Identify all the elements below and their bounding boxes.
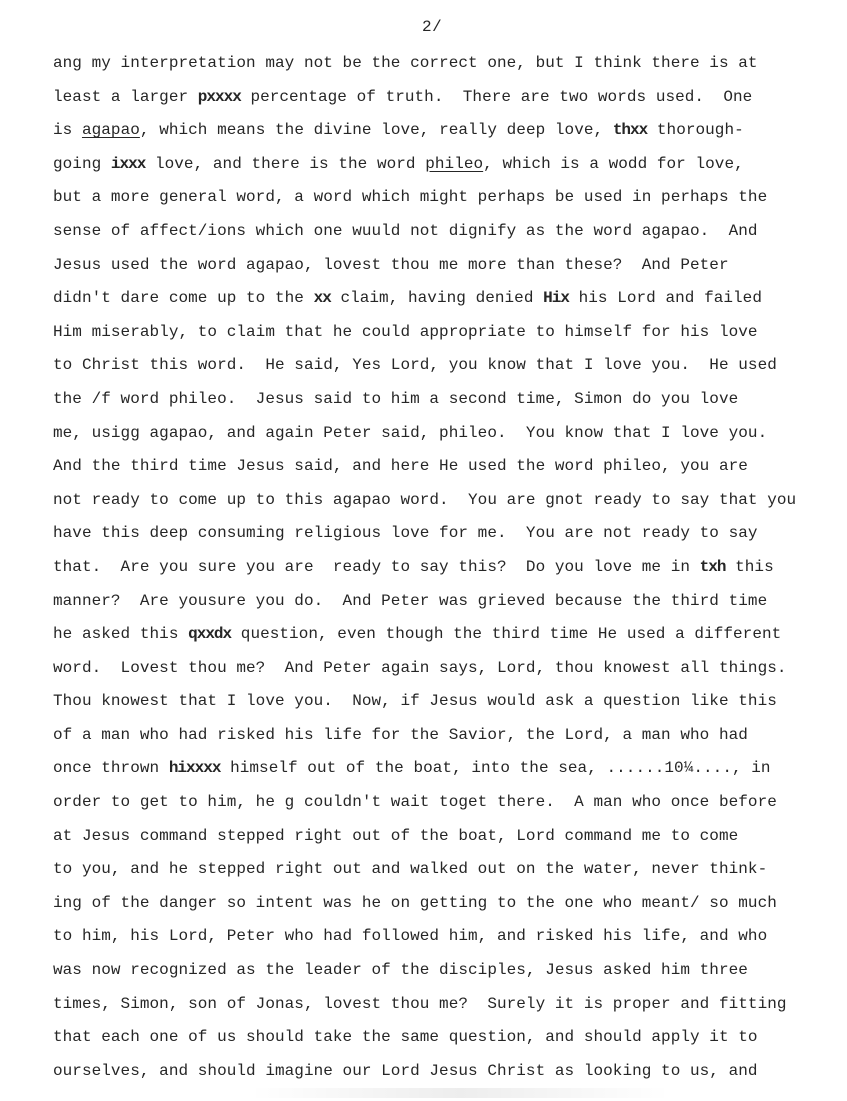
- text-segment: not ready to come up to this agapao word. You are gnot ready to say that you: [53, 490, 797, 509]
- text-line: [53, 152, 833, 186]
- text-segment: didn't dare come up to the: [53, 289, 314, 308]
- text-line: [53, 51, 833, 85]
- text-line: [53, 1025, 833, 1059]
- underlined-word: phileo: [425, 154, 484, 173]
- text-segment: to you, and he stepped right out and walked out on the water, never think-: [53, 860, 768, 879]
- struck-out-text: Hix: [543, 289, 569, 308]
- struck-out-text: pxxxx: [197, 87, 241, 106]
- text-line: [53, 555, 833, 589]
- text-segment: , which means the divine love, really deep love,: [139, 121, 613, 140]
- text-segment: , which is a wodd for love,: [483, 154, 744, 173]
- text-segment: this: [725, 557, 774, 576]
- text-line: [53, 253, 833, 287]
- text-line: [53, 992, 833, 1026]
- text-segment: Him miserably, to claim that he could appropriate to himself for his love: [53, 322, 758, 341]
- text-segment: manner? Are yousure you do. And Peter was grieved because the third time: [53, 591, 768, 610]
- struck-out-text: hixxxx: [168, 759, 221, 778]
- text-segment: once thrown: [53, 759, 169, 778]
- text-line: [53, 857, 833, 891]
- text-segment: order to get to him, he g couldn't wait toget there. A man who once before: [53, 793, 777, 812]
- text-line: [53, 219, 833, 253]
- text-segment: was now recognized as the leader of the disciples, Jesus asked him three: [53, 961, 748, 980]
- text-segment: at Jesus command stepped right out of the boat, Lord command me to come: [53, 826, 739, 845]
- struck-out-text: ixxx: [110, 154, 146, 173]
- text-segment: ang my interpretation may not be the correct one, but I think there is at: [53, 54, 758, 72]
- text-segment: his Lord and failed: [568, 289, 762, 308]
- page-number: 2/: [422, 18, 443, 36]
- text-segment: Thou knowest that I love you. Now, if Jesus would ask a question like this: [53, 692, 777, 711]
- text-segment: of a man who had risked his life for the Savior, the Lord, a man who had: [53, 725, 748, 744]
- text-segment: me, usigg agapao, and again Peter said, phileo. You know that I love you.: [53, 423, 768, 442]
- text-line: [53, 656, 833, 690]
- text-segment: that each one of us should take the same question, and should apply it to: [53, 1028, 758, 1047]
- text-line: [53, 723, 833, 757]
- struck-out-text: qxxdx: [188, 625, 232, 644]
- body-text: [53, 51, 833, 1092]
- text-line: [53, 320, 833, 354]
- struck-out-text: txh: [699, 557, 726, 576]
- text-segment: he asked this: [53, 625, 189, 644]
- text-line: [53, 118, 833, 152]
- text-line: [53, 421, 833, 455]
- struck-out-text: xx: [313, 289, 331, 308]
- text-line: [53, 689, 833, 723]
- text-segment: ing of the danger so intent was he on getting to the one who meant/ so much: [53, 893, 777, 912]
- text-line: [53, 387, 833, 421]
- text-line: [53, 488, 833, 522]
- text-segment: Jesus used the word agapao, lovest thou me more than these? And Peter: [53, 255, 729, 274]
- text-segment: have this deep consuming religious love for me. You are not ready to say: [53, 524, 758, 543]
- text-segment: to Christ this word. He said, Yes Lord, you know that I love you. He used: [53, 356, 777, 375]
- text-segment: ourselves, and should imagine our Lord Jesus Christ as looking to us, and: [53, 1061, 758, 1080]
- text-line: [53, 185, 833, 219]
- text-line: [53, 589, 833, 623]
- text-segment: that. Are you sure you are ready to say this? Do you love me in: [53, 557, 700, 576]
- text-line: [53, 286, 833, 320]
- text-segment: but a more general word, a word which might perhaps be used in perhaps the: [53, 188, 768, 207]
- text-segment: word. Lovest thou me? And Peter again says, Lord, thou knowest all things.: [53, 658, 787, 677]
- text-line: [53, 353, 833, 387]
- struck-out-text: thxx: [612, 121, 648, 140]
- text-segment: himself out of the boat, into the sea, ......10¼...., in: [220, 759, 771, 778]
- text-line: [53, 85, 833, 119]
- text-segment: going: [53, 154, 111, 173]
- text-line: [53, 521, 833, 555]
- text-line: [53, 790, 833, 824]
- text-line: [53, 891, 833, 925]
- text-segment: thorough-: [647, 121, 744, 140]
- underlined-word: agapao: [81, 121, 140, 140]
- text-segment: question, even though the third time He used a different: [231, 625, 782, 644]
- text-line: [53, 824, 833, 858]
- text-segment: claim, having denied: [330, 289, 544, 308]
- scan-smudge: [250, 1088, 670, 1098]
- text-segment: the /f word phileo. Jesus said to him a second time, Simon do you love: [53, 389, 739, 408]
- text-segment: love, and there is the word: [145, 154, 426, 173]
- text-line: [53, 958, 833, 992]
- text-segment: least a larger: [53, 87, 198, 106]
- text-segment: to him, his Lord, Peter who had followed him, and risked his life, and who: [53, 927, 768, 946]
- text-segment: percentage of truth. There are two words used. One: [240, 87, 753, 106]
- text-segment: sense of affect/ions which one wuuld not dignify as the word agapao. And: [53, 221, 758, 240]
- text-segment: times, Simon, son of Jonas, lovest thou me? Surely it is proper and fitting: [53, 994, 787, 1013]
- text-line: [53, 454, 833, 488]
- text-line: [53, 622, 833, 656]
- text-segment: is: [53, 121, 82, 140]
- text-line: [53, 756, 833, 790]
- text-line: [53, 924, 833, 958]
- text-segment: And the third time Jesus said, and here He used the word phileo, you are: [53, 457, 748, 476]
